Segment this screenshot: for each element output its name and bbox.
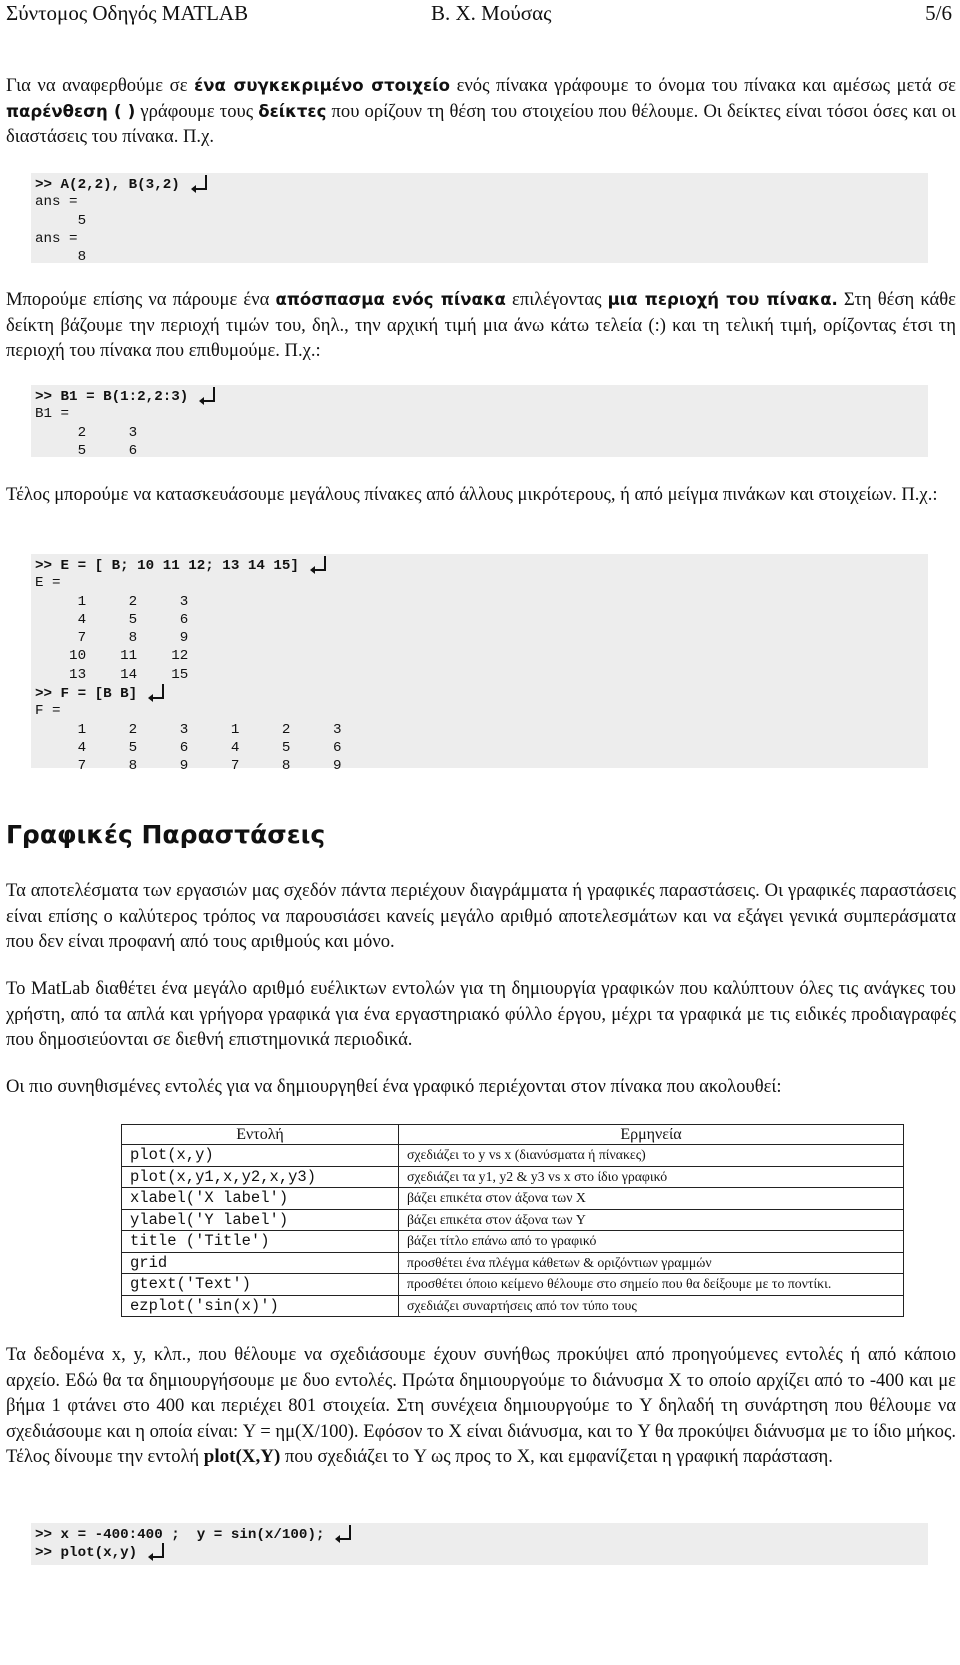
code-output-line: 5 [35,212,87,229]
code-output-line: 4 5 6 4 5 6 [35,739,342,756]
code-output-line: F = [35,703,61,720]
text-run: γράφουμε τους [135,100,259,122]
bold-run: δείκτες [258,101,327,121]
code-output-line: 4 5 6 [35,611,189,628]
code-output-line: E = [35,575,61,592]
command-cell: plot(x,y) [122,1145,399,1167]
description-cell: βάζει επικέτα στον άξονα των Y [399,1209,904,1231]
table-header-row [122,1125,904,1145]
text-run: Για να αναφερθούμε σε [6,75,195,96]
text-run: Τα δεδομένα x, y, κλπ., που θέλουμε να σχεδιάσουμε έχουν συνήθως προκύψει από προηγούμενες εντολές ή από κάποιο αρχείο. Εδώ θα τα δημιουργήσουμε με δυο εντολές. Πρώτα δημιουργούμε το διάνυσμα X το οποίο αρχίζει από το -400 και με βήμα 1 φτάνει στο 400 και περιέχει 801 στοιχεία. Στη συνέχεια δημιουργούμε το Y δηλαδή τη συνάρτηση που θέλουμε να σχεδιάσουμε και η οποία είναι: Y = ημ(X/100). Εφόσον το X είναι διάνυσμα, και το Y θα προκύψει διάνυσμα με το ίδιο μήκος. Τέλος δίνουμε την εντολή [6,1344,956,1467]
code-command: >> x = -400:400 ; y = sin(x/100); [35,1527,325,1543]
enter-key-icon [194,175,207,190]
paragraph-submatrix [6,287,956,364]
bold-run: απόσπασμα ενός πίνακα [275,290,506,309]
header-title: Σύντομος Οδηγός MATLAB [6,1,249,25]
code-output-line: 10 11 12 [35,648,189,665]
command-cell: title ('Title') [122,1231,399,1253]
code-block-submatrix [31,385,928,457]
table-row [122,1295,904,1317]
table-row [122,1209,904,1231]
description-cell: σχεδιάζει συναρτήσεις από τον τύπο τους [399,1295,904,1317]
paragraph-plot-example [6,1342,956,1470]
text-run: Μπορούμε επίσης να πάρουμε ένα [6,289,276,310]
code-command: >> E = [ B; 10 11 12; 13 14 15] [35,558,299,574]
section-heading: Γραφικές Παραστάσεις [6,820,326,849]
code-command: >> plot(x,y) [35,1545,138,1562]
column-header: Εντολή [122,1125,399,1145]
bold-run: παρένθεση ( ) [6,101,136,121]
enter-key-icon [338,1525,351,1540]
code-command: >> F = [B B] [35,686,138,703]
code-block-indexing [31,173,928,266]
code-output-line: 7 8 9 [35,630,189,647]
command-cell: ezplot('sin(x)') [122,1295,399,1317]
bold-run: ένα συγκεκριμένο στοιχείο [194,76,450,95]
paragraph-matlab-graphics: Το MatLab διαθέτει ένα μεγάλο αριθμό ευέλικτων εντολών για τη δημιουργία γραφικών που καλύπτουν όλες τις ανάγκες του χρήστη, από τα απλά και γρήγορα γραφικά για ένα εργαστηριακό φύλλο έργου, μέχρι τα γραφικά με τις ειδικές προδιαγραφές που δημοσιεύονται σε διεθνή επιστημονικά περιοδικά. [6,978,956,1050]
text-run: επιλέγοντας [505,289,608,310]
text-run: ενός πίνακα γράφουμε το όνομα του πίνακα και αμέσως μετά σε [449,75,956,96]
paragraph-table-intro: Οι πιο συνηθισμένες εντολές για να δημιουργηθεί ένα γραφικό περιέχονται στον πίνακα που ακολουθεί: [6,1076,782,1097]
description-cell: βάζει επικέτα στον άξονα των X [399,1188,904,1210]
code-block-concatenation [31,554,928,775]
bold-run: μια περιοχή του πίνακα. [607,290,838,309]
commands-table [121,1124,904,1317]
description-cell: προσθέτει όποιο κείμενο θέλουμε στο σημείο που θα δείξουμε με το ποντίκι. [399,1274,904,1296]
command-cell: grid [122,1252,399,1274]
code-command: >> B1 = B(1:2,2:3) [35,389,189,405]
code-output-line: ans = [35,230,78,247]
table-row [122,1231,904,1253]
code-output-line: 7 8 9 7 8 9 [35,758,342,775]
code-output-line: 2 3 [35,424,138,441]
page-number: 5/6 [925,1,952,25]
code-output-line: ans = [35,194,78,211]
text-run: Στη θέση κάθε δείκτη βάζουμε την περιοχή τιμών του, δηλ., την αρχική τιμή μια άνω κάτω τελεία (:) και τη τελική τιμή, ορίζοντας έτσι τη περιοχή του πίνακα που επιθυμούμε. Π.χ.: [6,289,956,361]
description-cell: προσθέτει ένα πλέγμα κάθετων & οριζόντιων γραμμών [399,1252,904,1274]
code-output-line: 1 2 3 [35,593,189,610]
code-output-line: 5 6 [35,442,138,459]
page-header [6,0,952,28]
table-row [122,1188,904,1210]
table-row [122,1252,904,1274]
command-cell: ylabel('Y label') [122,1209,399,1231]
code-output-line: 1 2 3 1 2 3 [35,721,342,738]
code-block-plot [31,1523,928,1565]
code-command: >> A(2,2), B(3,2) [35,177,180,193]
table-row [122,1166,904,1188]
description-cell: σχεδιάζει το y vs x (διανύσματα ή πίνακες) [399,1145,904,1167]
header-author: Β. Χ. Μούσας [431,1,552,25]
enter-key-icon [151,684,164,699]
paragraph-concatenation: Τέλος μπορούμε να κατασκευάσουμε μεγάλους πίνακες από άλλους μικρότερους, ή από μείγμα πινάκων και στοιχείων. Π.χ.: [6,484,938,505]
code-output-line: 13 14 15 [35,666,189,683]
code-output-line: B1 = [35,406,70,423]
enter-key-icon [151,1543,164,1558]
text-run: που σχεδιάζει το Y ως προς το X, και εμφανίζεται η γραφική παράσταση. [280,1446,833,1467]
table-row [122,1274,904,1296]
enter-key-icon [313,556,326,571]
table-row [122,1145,904,1167]
text-run: που ορίζουν τη θέση του στοιχείου που θέλουμε. Οι δείκτες είναι τόσοι όσες και οι διαστάσεις του πίνακα. Π.χ. [6,100,957,147]
code-output-line: 8 [35,249,87,266]
command-cell: gtext('Text') [122,1274,399,1296]
column-header: Ερμηνεία [399,1125,904,1145]
paragraph-graphics-intro: Τα αποτελέσματα των εργασιών μας σχεδόν πάντα περιέχουν διαγράμματα ή γραφικές παραστάσεις. Οι γραφικές παραστάσεις είναι επίσης ο καλύτερος τρόπος να παρουσιάσει κανείς μεγάλο αριθμό αποτελεσμάτων και να εξάγει γενικά συμπεράσματα που δεν είναι προφανή από τους αριθμούς και μόνο. [6,880,956,952]
bold-run: plot(X,Y) [203,1446,281,1467]
description-cell: σχεδιάζει τα y1, y2 & y3 vs x στο ίδιο γραφικό [399,1166,904,1188]
command-cell: plot(x,y1,x,y2,x,y3) [122,1166,399,1188]
command-cell: xlabel('X label') [122,1188,399,1210]
description-cell: βάζει τίτλο επάνω από το γραφικό [399,1231,904,1253]
paragraph-element-indexing [6,73,956,150]
enter-key-icon [202,387,215,402]
